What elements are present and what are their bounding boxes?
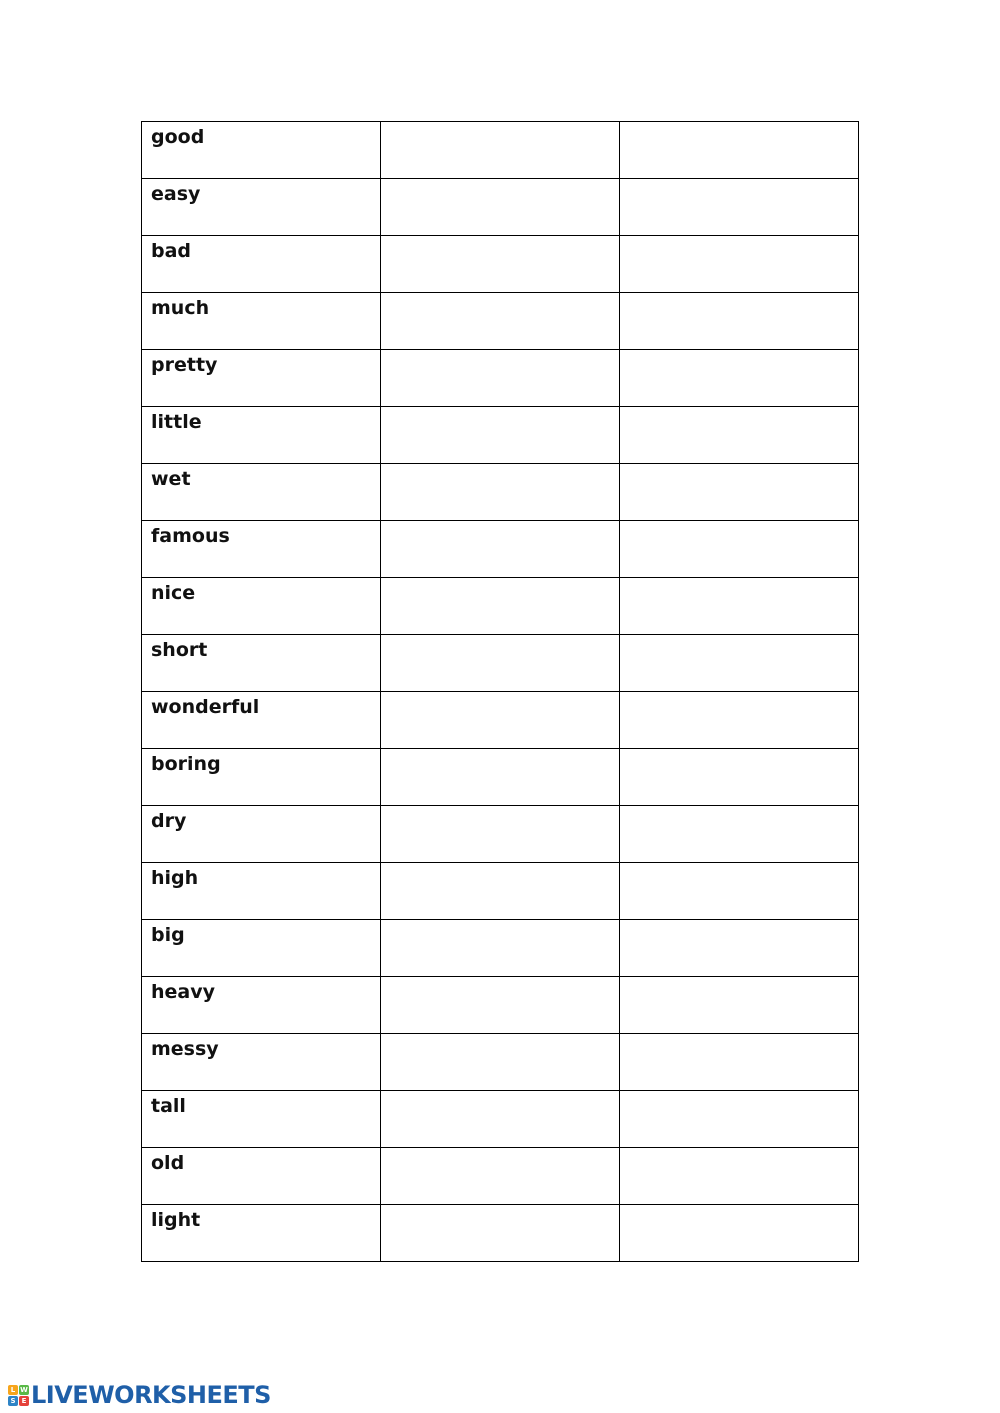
table-row — [142, 1148, 859, 1205]
comparative-answer-cell — [381, 293, 620, 350]
comparative-answer-cell — [381, 122, 620, 179]
comparative-answer-input[interactable] — [381, 863, 619, 919]
word-cell — [142, 806, 381, 863]
superlative-answer-cell — [620, 806, 859, 863]
word-cell — [142, 749, 381, 806]
logo-text: LIVEWORKSHEETS — [31, 1381, 271, 1409]
superlative-answer-cell — [620, 236, 859, 293]
superlative-answer-input[interactable] — [620, 863, 858, 919]
table-row — [142, 407, 859, 464]
word-label: famous — [151, 525, 230, 547]
superlative-answer-input[interactable] — [620, 977, 858, 1033]
comparative-answer-input[interactable] — [381, 1091, 619, 1147]
table-row — [142, 464, 859, 521]
superlative-answer-input[interactable] — [620, 464, 858, 520]
logo-block: E — [19, 1396, 29, 1406]
table-row — [142, 749, 859, 806]
superlative-answer-cell — [620, 293, 859, 350]
table-row — [142, 521, 859, 578]
superlative-answer-cell — [620, 1091, 859, 1148]
superlative-answer-input[interactable] — [620, 179, 858, 235]
word-label: easy — [151, 183, 201, 205]
word-label: wonderful — [151, 696, 260, 718]
word-cell — [142, 350, 381, 407]
table-row — [142, 122, 859, 179]
comparative-answer-cell — [381, 1091, 620, 1148]
logo-block: S — [8, 1396, 18, 1406]
word-label: messy — [151, 1038, 219, 1060]
table-row — [142, 806, 859, 863]
comparative-answer-input[interactable] — [381, 749, 619, 805]
word-label: pretty — [151, 354, 218, 376]
logo-blocks-icon — [8, 1385, 29, 1406]
word-label: little — [151, 411, 202, 433]
superlative-answer-cell — [620, 1205, 859, 1262]
table-row — [142, 350, 859, 407]
comparative-answer-input[interactable] — [381, 1148, 619, 1204]
word-label: high — [151, 867, 199, 889]
comparative-answer-cell — [381, 179, 620, 236]
superlative-answer-cell — [620, 749, 859, 806]
word-cell — [142, 1205, 381, 1262]
comparative-answer-cell — [381, 863, 620, 920]
table-row — [142, 293, 859, 350]
comparative-answer-input[interactable] — [381, 407, 619, 463]
comparative-answer-input[interactable] — [381, 1034, 619, 1090]
table-row — [142, 692, 859, 749]
word-cell — [142, 236, 381, 293]
comparative-answer-input[interactable] — [381, 293, 619, 349]
superlative-answer-input[interactable] — [620, 1205, 858, 1261]
superlative-answer-input[interactable] — [620, 1034, 858, 1090]
comparative-answer-input[interactable] — [381, 521, 619, 577]
comparative-answer-input[interactable] — [381, 464, 619, 520]
comparative-answer-input[interactable] — [381, 977, 619, 1033]
word-label: bad — [151, 240, 192, 262]
comparative-answer-input[interactable] — [381, 578, 619, 634]
superlative-answer-cell — [620, 1034, 859, 1091]
logo-block: L — [8, 1385, 18, 1395]
superlative-answer-cell — [620, 635, 859, 692]
comparative-answer-cell — [381, 1148, 620, 1205]
superlative-answer-input[interactable] — [620, 407, 858, 463]
comparative-answer-cell — [381, 464, 620, 521]
word-cell — [142, 977, 381, 1034]
word-label: old — [151, 1152, 185, 1174]
comparative-answer-input[interactable] — [381, 1205, 619, 1261]
comparative-answer-cell — [381, 635, 620, 692]
word-cell — [142, 635, 381, 692]
worksheet-body — [142, 122, 859, 1262]
superlative-answer-input[interactable] — [620, 692, 858, 748]
comparative-answer-cell — [381, 1205, 620, 1262]
superlative-answer-input[interactable] — [620, 521, 858, 577]
superlative-answer-cell — [620, 407, 859, 464]
table-row — [142, 578, 859, 635]
superlative-answer-input[interactable] — [620, 806, 858, 862]
word-label: much — [151, 297, 210, 319]
comparative-answer-input[interactable] — [381, 920, 619, 976]
logo-block: W — [20, 1385, 28, 1394]
table-row — [142, 1034, 859, 1091]
word-label: boring — [151, 753, 221, 775]
superlative-answer-input[interactable] — [620, 1148, 858, 1204]
superlative-answer-input[interactable] — [620, 749, 858, 805]
table-row — [142, 920, 859, 977]
table-row — [142, 863, 859, 920]
word-cell — [142, 578, 381, 635]
table-row — [142, 179, 859, 236]
superlative-answer-cell — [620, 863, 859, 920]
comparative-answer-input[interactable] — [381, 122, 619, 178]
comparative-answer-cell — [381, 920, 620, 977]
word-cell — [142, 407, 381, 464]
superlative-answer-input[interactable] — [620, 293, 858, 349]
table-row — [142, 1091, 859, 1148]
word-label: dry — [151, 810, 187, 832]
superlative-answer-input[interactable] — [620, 350, 858, 406]
comparative-answer-cell — [381, 350, 620, 407]
comparative-answer-cell — [381, 521, 620, 578]
word-cell — [142, 521, 381, 578]
superlative-answer-cell — [620, 578, 859, 635]
superlative-answer-input[interactable] — [620, 1091, 858, 1147]
word-label: heavy — [151, 981, 216, 1003]
superlative-answer-input[interactable] — [620, 920, 858, 976]
liveworksheets-logo — [8, 1381, 271, 1409]
comparative-answer-input[interactable] — [381, 635, 619, 691]
word-cell — [142, 293, 381, 350]
word-label: good — [151, 126, 205, 148]
comparative-answer-cell — [381, 749, 620, 806]
superlative-answer-cell — [620, 122, 859, 179]
superlative-answer-cell — [620, 464, 859, 521]
word-cell — [142, 1148, 381, 1205]
superlative-answer-cell — [620, 1148, 859, 1205]
superlative-answer-input[interactable] — [620, 635, 858, 691]
superlative-answer-input[interactable] — [620, 122, 858, 178]
word-cell — [142, 1091, 381, 1148]
superlative-answer-cell — [620, 692, 859, 749]
word-cell — [142, 122, 381, 179]
word-label: big — [151, 924, 185, 946]
word-cell — [142, 179, 381, 236]
comparative-answer-cell — [381, 1034, 620, 1091]
comparative-answer-input[interactable] — [381, 179, 619, 235]
comparative-answer-input[interactable] — [381, 236, 619, 292]
word-label: nice — [151, 582, 196, 604]
superlative-answer-cell — [620, 521, 859, 578]
superlative-answer-cell — [620, 977, 859, 1034]
word-label: light — [151, 1209, 201, 1231]
word-cell — [142, 920, 381, 977]
superlative-answer-input[interactable] — [620, 578, 858, 634]
word-cell — [142, 863, 381, 920]
comparative-answer-cell — [381, 407, 620, 464]
superlative-answer-cell — [620, 179, 859, 236]
comparative-answer-cell — [381, 692, 620, 749]
table-row — [142, 977, 859, 1034]
table-row — [142, 635, 859, 692]
comparative-answer-input[interactable] — [381, 806, 619, 862]
word-cell — [142, 464, 381, 521]
comparative-answer-cell — [381, 977, 620, 1034]
worksheet-table — [141, 121, 859, 1262]
table-row — [142, 236, 859, 293]
superlative-answer-input[interactable] — [620, 236, 858, 292]
table-row — [142, 1205, 859, 1262]
comparative-answer-cell — [381, 806, 620, 863]
superlative-answer-cell — [620, 920, 859, 977]
word-cell — [142, 1034, 381, 1091]
comparative-answer-cell — [381, 578, 620, 635]
word-cell — [142, 692, 381, 749]
word-label: short — [151, 639, 208, 661]
comparative-answer-cell — [381, 236, 620, 293]
word-label: tall — [151, 1095, 186, 1117]
word-label: wet — [151, 468, 191, 490]
comparative-answer-input[interactable] — [381, 692, 619, 748]
comparative-answer-input[interactable] — [381, 350, 619, 406]
superlative-answer-cell — [620, 350, 859, 407]
